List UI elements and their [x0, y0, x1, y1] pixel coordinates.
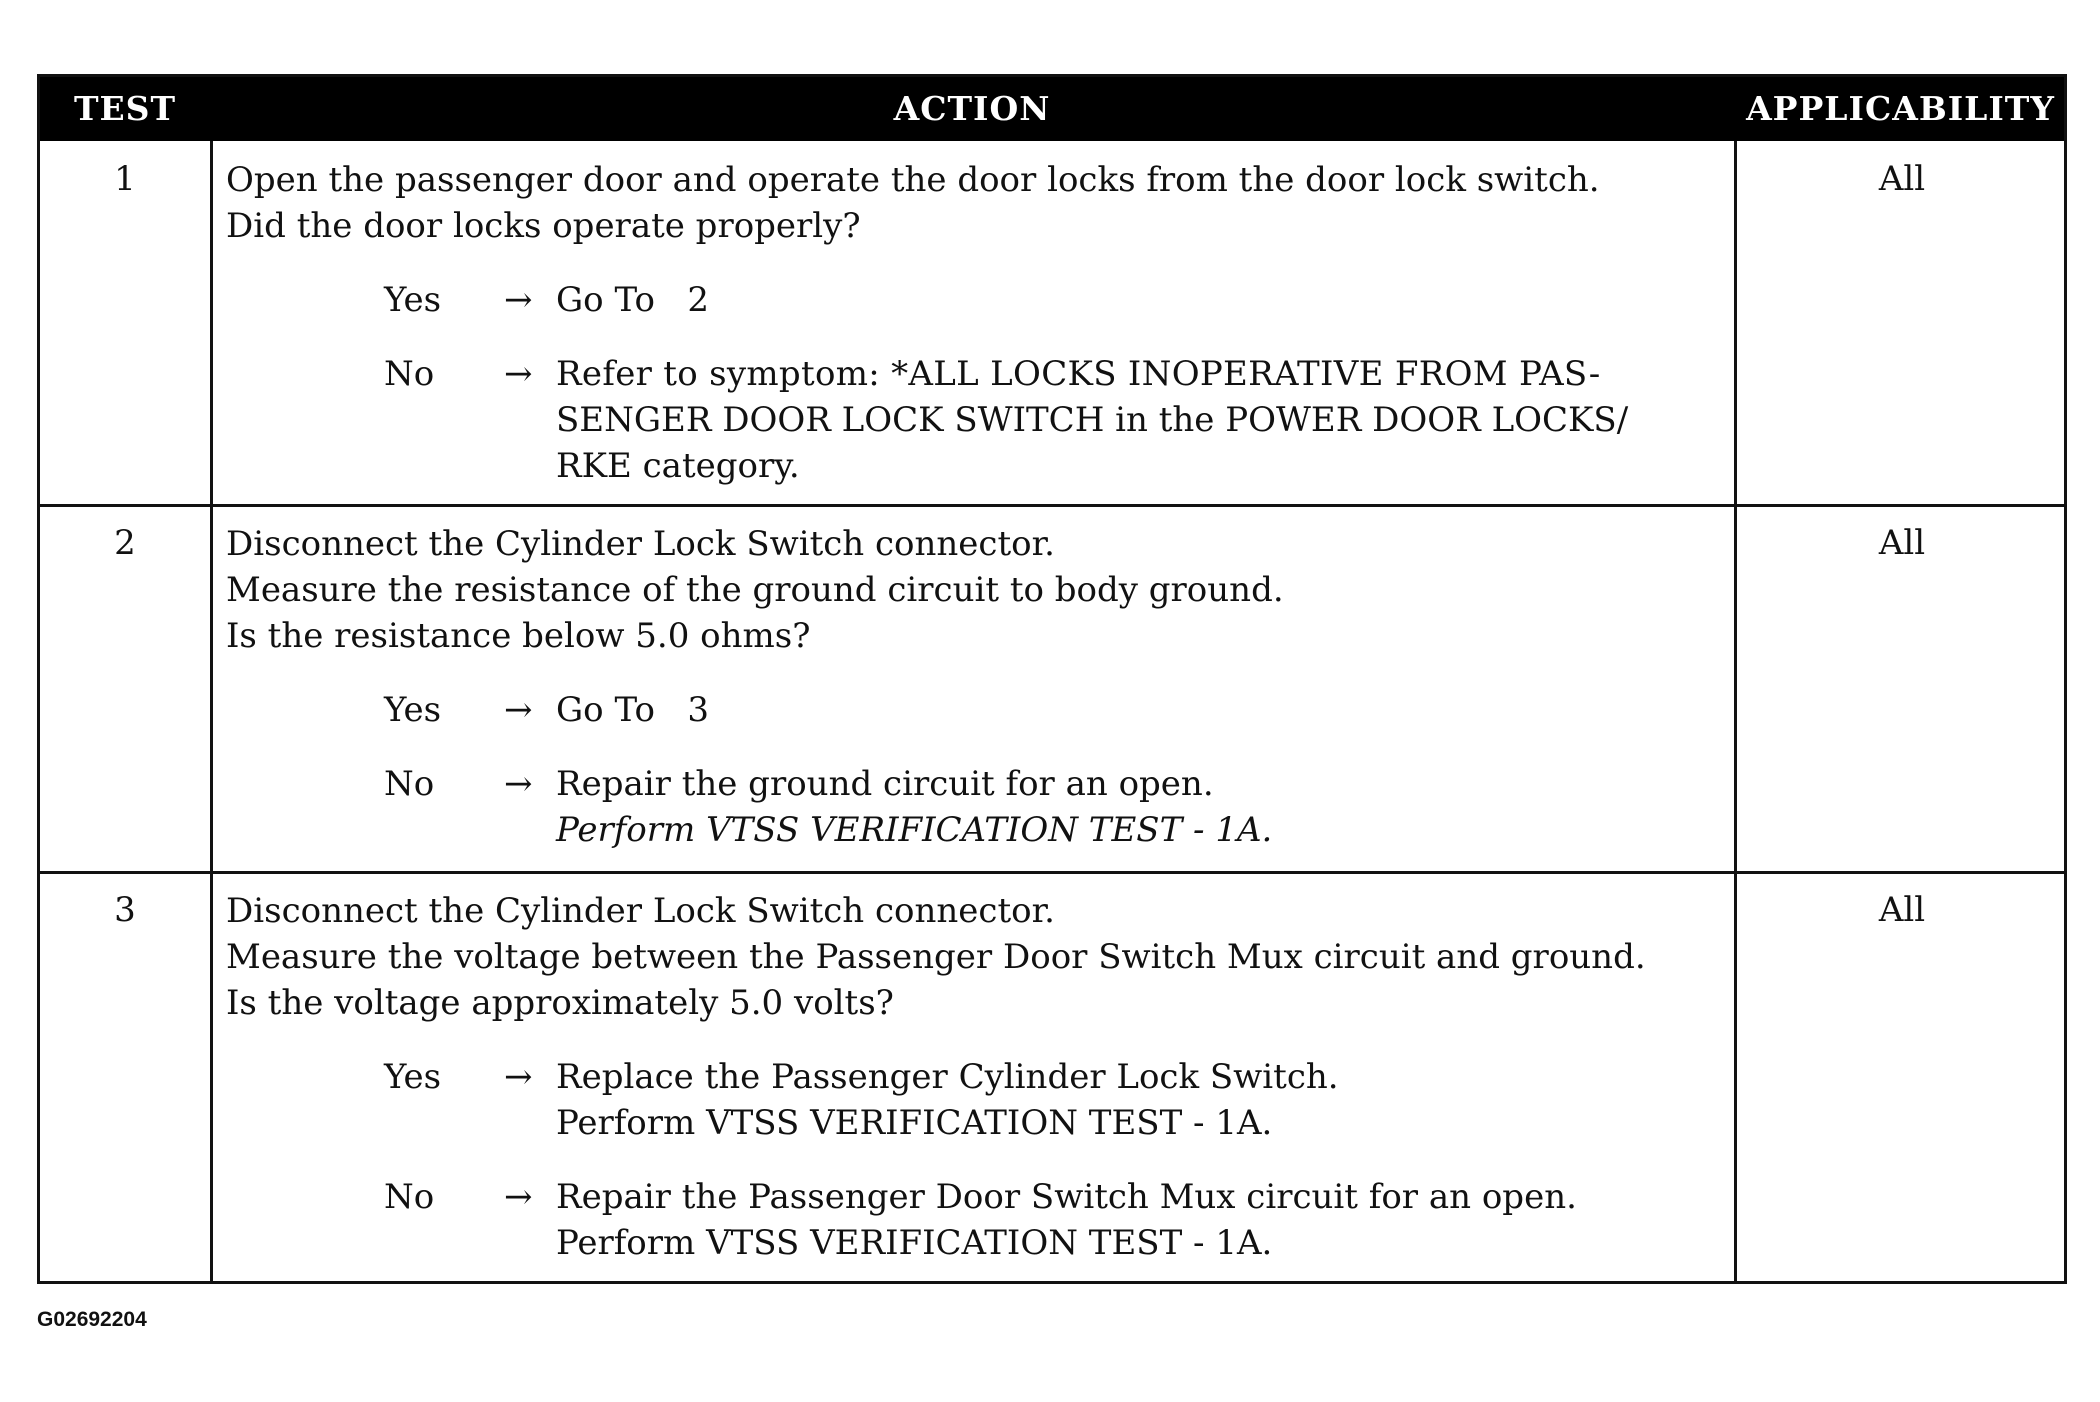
figure-id: G02692204: [37, 1308, 147, 1331]
no-option: [226, 351, 1726, 489]
arrow-icon: →: [504, 764, 533, 804]
result-line: Perform VTSS VERIFICATION TEST - 1A.: [556, 1103, 1273, 1143]
yes-option: [226, 277, 1726, 323]
yes-label: Yes: [384, 1057, 442, 1097]
no-result: [556, 351, 1726, 489]
yes-result: [556, 687, 1726, 733]
no-label: No: [384, 1177, 435, 1217]
arrow-icon: →: [504, 1057, 533, 1097]
table-row: [40, 141, 2064, 504]
yes-result: [556, 1054, 1726, 1146]
action-cell: [226, 157, 1726, 489]
diagnostic-test-table: [37, 74, 2067, 1284]
result-line: Go To 2: [556, 280, 709, 320]
no-result: [556, 1174, 1726, 1266]
yes-label: Yes: [384, 280, 442, 320]
applicability-value: All: [1878, 523, 1926, 563]
applicability-value: All: [1878, 159, 1926, 199]
action-cell: [226, 888, 1726, 1266]
test-number: 3: [114, 890, 136, 930]
question-line: Open the passenger door and operate the door locks from the door lock switch.: [226, 160, 1600, 200]
result-line: Repair the Passenger Door Switch Mux circuit for an open.: [556, 1177, 1577, 1217]
question-line: Measure the resistance of the ground circuit to body ground.: [226, 570, 1284, 610]
applicability-value: All: [1878, 890, 1926, 930]
result-line: Go To 3: [556, 690, 709, 730]
arrow-icon: →: [504, 1177, 533, 1217]
header-test: TEST: [73, 89, 177, 128]
question-line: Measure the voltage between the Passenger Door Switch Mux circuit and ground.: [226, 937, 1646, 977]
action-cell: [226, 521, 1726, 853]
header-applicability: APPLICABILITY: [1746, 89, 2055, 128]
table-header: [40, 77, 2064, 141]
yes-option: [226, 687, 1726, 733]
question-line: Is the voltage approximately 5.0 volts?: [226, 983, 894, 1023]
yes-label: Yes: [384, 690, 442, 730]
result-line: Perform VTSS VERIFICATION TEST - 1A.: [556, 1223, 1273, 1263]
question-line: Disconnect the Cylinder Lock Switch connector.: [226, 891, 1055, 931]
arrow-icon: →: [504, 280, 533, 320]
result-line: Refer to symptom: *ALL LOCKS INOPERATIVE FROM PAS-: [556, 354, 1601, 394]
arrow-icon: →: [504, 690, 533, 730]
no-result: [556, 761, 1726, 853]
arrow-icon: →: [504, 354, 533, 394]
question-line: Is the resistance below 5.0 ohms?: [226, 616, 811, 656]
table-row: [40, 874, 2064, 1284]
test-number: 2: [114, 523, 136, 563]
no-option: [226, 761, 1726, 853]
header-action: ACTION: [893, 89, 1051, 128]
test-number: 1: [114, 159, 136, 199]
result-line: Perform VTSS VERIFICATION TEST - 1A.: [556, 810, 1273, 850]
result-line: SENGER DOOR LOCK SWITCH in the POWER DOOR LOCKS/: [556, 400, 1629, 440]
no-label: No: [384, 764, 435, 804]
no-label: No: [384, 354, 435, 394]
yes-result: [556, 277, 1726, 323]
result-line: Replace the Passenger Cylinder Lock Switch.: [556, 1057, 1339, 1097]
question-line: Did the door locks operate properly?: [226, 206, 861, 246]
question-line: Disconnect the Cylinder Lock Switch connector.: [226, 524, 1055, 564]
no-option: [226, 1174, 1726, 1266]
table-row: [40, 507, 2064, 871]
yes-option: [226, 1054, 1726, 1146]
result-line: RKE category.: [556, 446, 800, 486]
result-line: Repair the ground circuit for an open.: [556, 764, 1214, 804]
